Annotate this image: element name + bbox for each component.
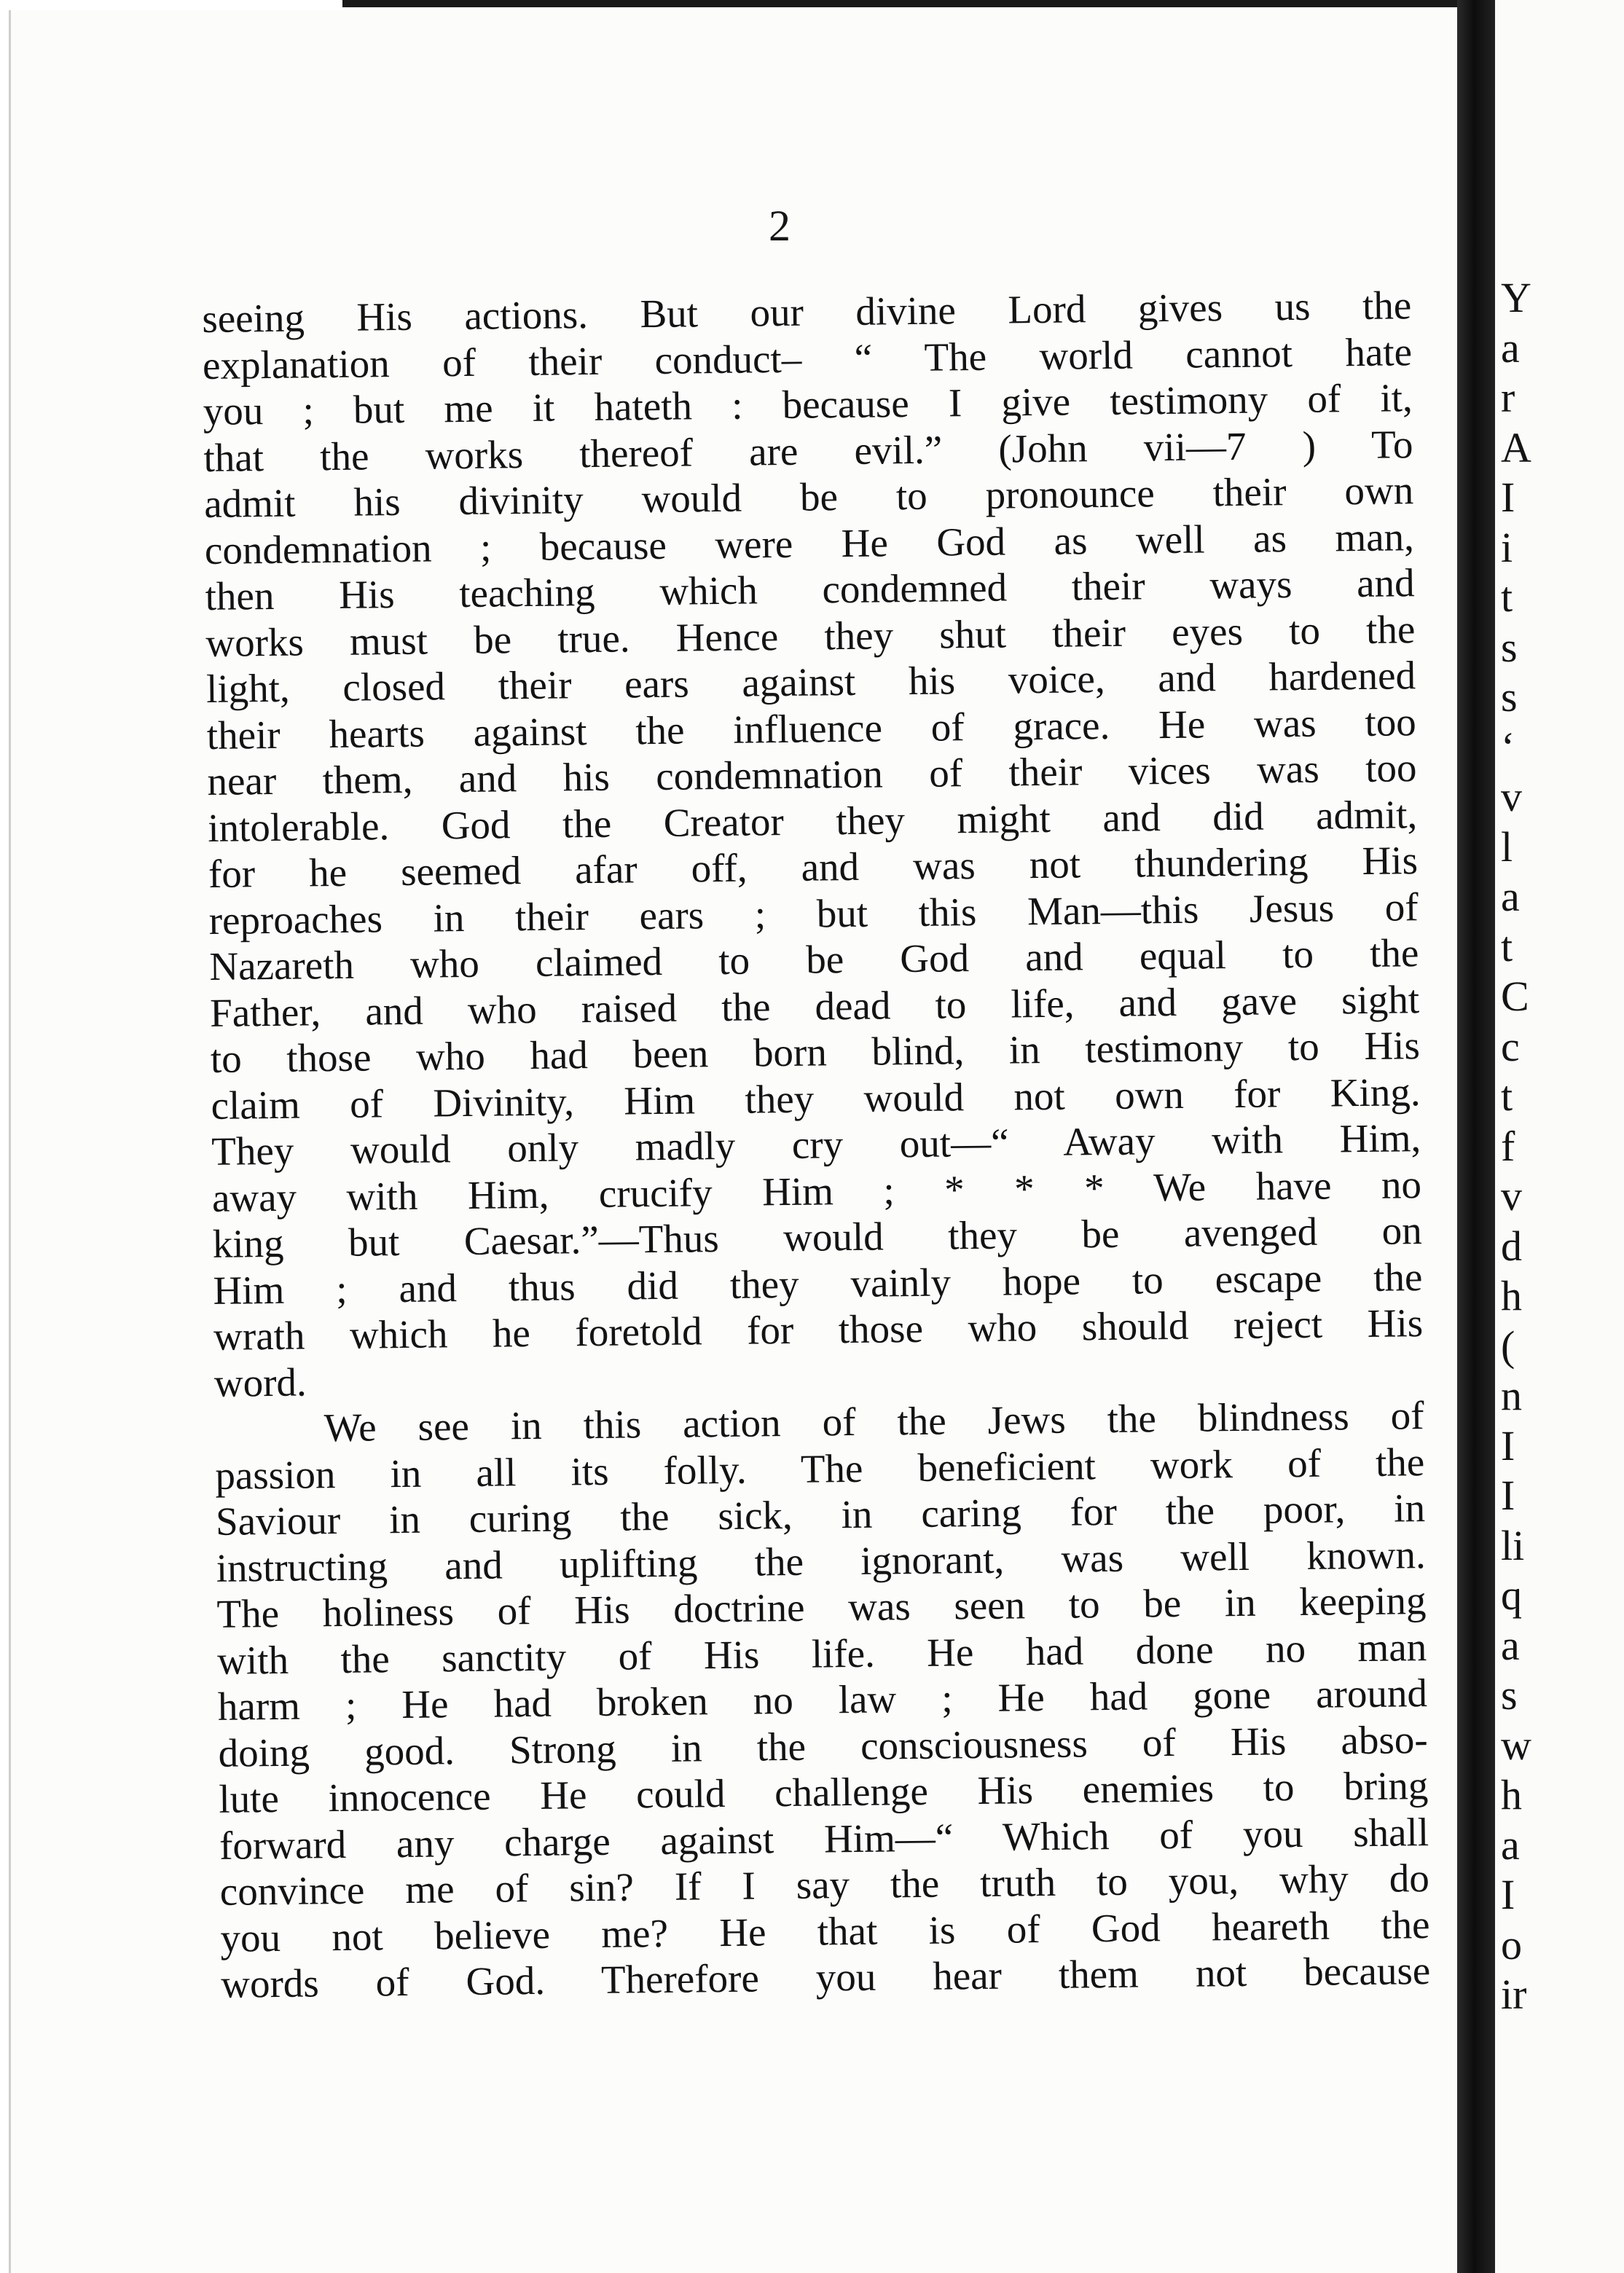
facing-page-fragment: v xyxy=(1501,1172,1522,1220)
facing-page-fragment: f xyxy=(1501,1122,1515,1170)
text-line: that the works thereof are evil.” (John vii—7 ) To xyxy=(203,421,1413,480)
text-line: works must be true. Hence they shut their eyes to the xyxy=(205,606,1416,665)
text-line: then His teaching which condemned their ways and xyxy=(205,560,1415,619)
text-line: admit his divinity would be to pronounce their own xyxy=(203,468,1414,526)
facing-page-fragment: n xyxy=(1501,1372,1522,1419)
text-line: their hearts against the influence of grace. He was too xyxy=(206,699,1417,758)
page-body-text xyxy=(202,282,1431,2007)
text-line: harm ; He had broken no law ; He had gone around xyxy=(217,1671,1428,1729)
facing-page-fragment: I xyxy=(1501,474,1515,521)
text-line: Father, and who raised the dead to life, and gave sight xyxy=(209,976,1420,1035)
text-line: The holiness of His doctrine was seen to be in keeping xyxy=(216,1578,1427,1636)
text-line: light, closed their ears against his voice, and hardened xyxy=(205,653,1416,711)
facing-page-fragment: s xyxy=(1501,673,1518,721)
text-line: We see in this action of the Jews the blindness of xyxy=(323,1393,1424,1450)
facing-page-fragment: i xyxy=(1501,523,1513,571)
facing-page-fragment: v xyxy=(1501,773,1522,820)
text-line: Saviour in curing the sick, in caring for the poor, in xyxy=(215,1485,1426,1544)
facing-page-fragment: s xyxy=(1501,1671,1518,1719)
facing-page-fragment: li xyxy=(1501,1521,1525,1569)
text-line: away with Him, crucify Him ; * * * We have no xyxy=(211,1161,1422,1220)
text-line: near them, and his condemnation of their vices was too xyxy=(207,745,1417,804)
facing-page-fragment: l xyxy=(1501,823,1513,871)
text-line: word. xyxy=(213,1359,307,1405)
facing-page-fragment: a xyxy=(1501,1621,1520,1669)
text-line: wrath which he foretold for those who should reject His xyxy=(213,1300,1424,1359)
text-line: passion in all its folly. The beneficient work of the xyxy=(215,1439,1425,1498)
facing-page-fragment: c xyxy=(1501,1022,1520,1070)
text-line: condemnation ; because were He God as well as man, xyxy=(204,514,1415,573)
facing-page-fragment: t xyxy=(1501,1072,1513,1120)
text-line: king but Caesar.”—Thus would they be avenged on xyxy=(212,1208,1423,1266)
text-line: Him ; and thus did they vainly hope to escape the xyxy=(213,1254,1423,1313)
facing-page-fragment: d xyxy=(1501,1222,1522,1270)
book-page xyxy=(9,10,1459,2273)
text-line: instructing and uplifting the ignorant, was well known. xyxy=(216,1531,1427,1590)
text-line: words of God. Therefore you hear them not because xyxy=(220,1948,1431,2006)
facing-page-fragment: a xyxy=(1501,323,1520,372)
text-line: seeing His actions. But our divine Lord gives us the xyxy=(202,283,1412,341)
facing-page-fragment: ‘ xyxy=(1501,723,1515,771)
text-line: for he seemed afar off, and was not thundering His xyxy=(208,838,1419,896)
facing-page-fragment: ( xyxy=(1501,1322,1515,1370)
text-line: They would only madly cry out—“ Away with Him, xyxy=(211,1115,1421,1174)
text-line: with the sanctity of His life. He had done no man xyxy=(216,1624,1427,1683)
facing-page-edge xyxy=(1495,0,1624,2273)
facing-page-fragment: I xyxy=(1501,1421,1515,1469)
facing-page-fragment: I xyxy=(1501,1871,1515,1918)
facing-page-fragment: t xyxy=(1501,922,1513,970)
text-line: to those who had been born blind, in testimony to His xyxy=(210,1023,1421,1081)
text-line: explanation of their conduct– “ The world cannot hate xyxy=(202,329,1413,388)
facing-page-fragment: r xyxy=(1501,374,1515,421)
facing-page-fragment: w xyxy=(1501,1721,1531,1769)
facing-page-fragment: C xyxy=(1501,973,1529,1020)
facing-page-fragment: s xyxy=(1501,623,1518,671)
text-line: lute innocence He could challenge His enemies to bring xyxy=(219,1763,1429,1821)
text-line: forward any charge against Him—“ Which of you shall xyxy=(219,1809,1429,1868)
facing-page-fragment: A xyxy=(1501,423,1531,471)
text-line: you ; but me it hateth : because I give testimony of it, xyxy=(203,375,1413,433)
text-line: intolerable. God the Creator they might and did admit, xyxy=(207,791,1418,850)
facing-page-fragment: o xyxy=(1501,1920,1522,1968)
text-line: doing good. Strong in the consciousness of His abso- xyxy=(218,1716,1428,1775)
facing-page-fragment: a xyxy=(1501,1821,1520,1869)
page-number: 2 xyxy=(769,202,791,250)
text-line: Nazareth who claimed to be God and equal to the xyxy=(209,930,1419,989)
text-line: convince me of sin? If I say the truth to you, why do xyxy=(219,1856,1430,1914)
facing-page-fragment: a xyxy=(1501,873,1520,920)
facing-page-fragment: h xyxy=(1501,1272,1522,1319)
facing-page-fragment: q xyxy=(1501,1571,1522,1619)
facing-page-fragment: I xyxy=(1501,1472,1515,1519)
facing-page-fragment: h xyxy=(1501,1771,1522,1818)
text-line: claim of Divinity, Him they would not own for King. xyxy=(211,1069,1421,1128)
facing-page-fragment: Y xyxy=(1501,274,1531,321)
text-line: you not believe me? He that is of God heareth the xyxy=(220,1901,1430,1960)
text-line: reproaches in their ears ; but this Man—this Jesus of xyxy=(208,884,1419,943)
facing-page-fragment: t xyxy=(1501,573,1513,621)
scan-top-edge xyxy=(342,0,1472,7)
book-binding-gutter xyxy=(1457,0,1495,2273)
facing-page-fragment: ir xyxy=(1501,1971,1527,2018)
